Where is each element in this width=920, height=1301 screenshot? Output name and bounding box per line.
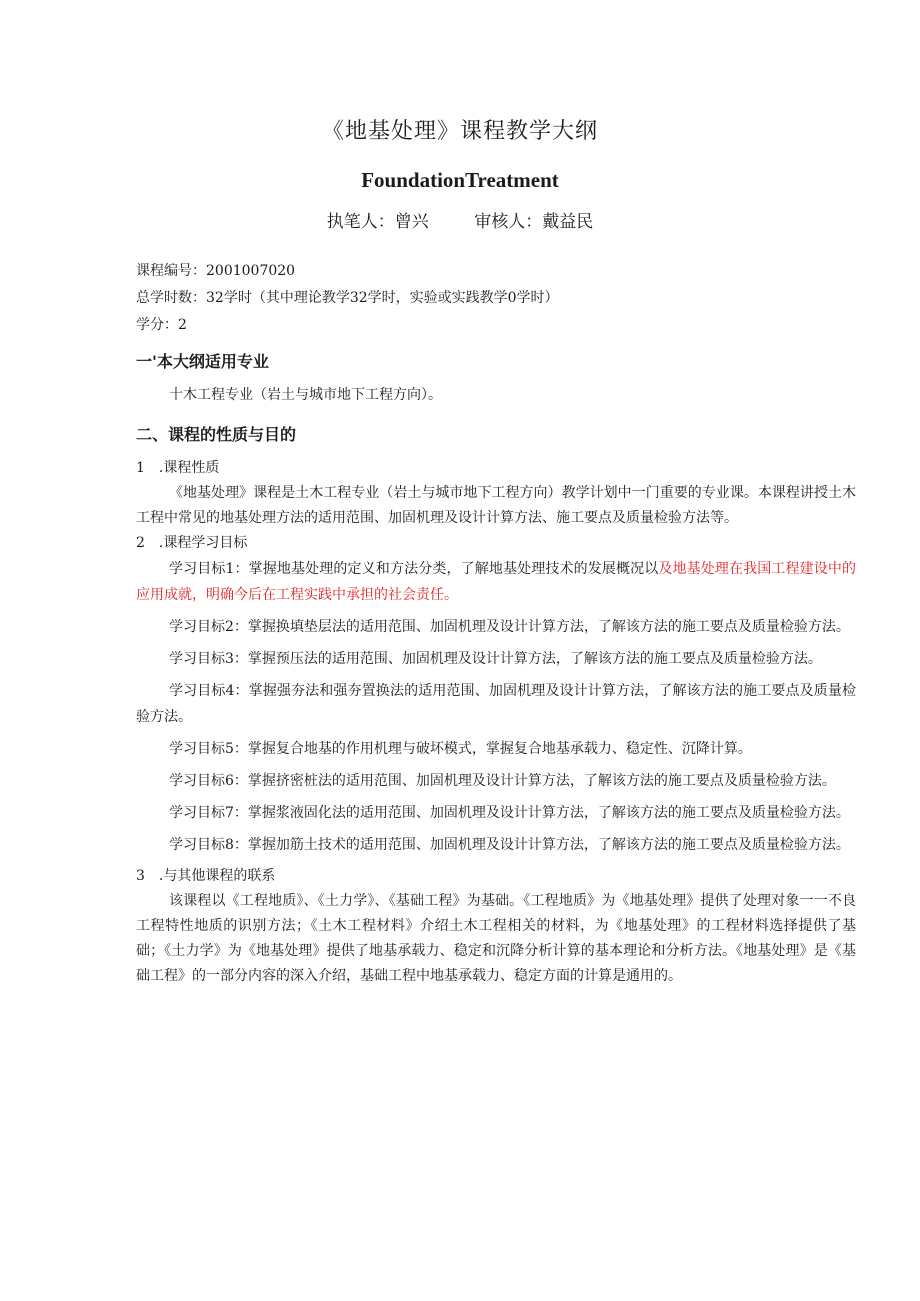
sub2-heading: 2 .课程学习目标	[136, 535, 248, 551]
section1-text: 十木工程专业（岩土与城市地下工程方向）。	[169, 387, 442, 403]
document-body	[136, 258, 856, 989]
total-hours: 总学时数：32学时（其中理论教学32学时，实验或实践教学0学时）	[136, 290, 559, 306]
sub3-text: 该课程以《工程地质》、《土力学》、《基础工程》为基础。《工程地质》为《地基处理》提供了处理对象一一不良工程特性地质的识别方法；《土木工程材料》介绍土木工程相关的材料，为《地基处理》的工程材料选择提供了基础；《土力学》为《地基处理》提供了地基承载力、稳定和沉降分析计算的基本理论和分析方法。《地基处理》是《基础工程》的一部分内容的深入介绍，基础工程中地基承载力、稳定方面的计算是通用的。	[136, 893, 856, 984]
reviewer: 审核人：戴益民	[474, 212, 594, 232]
goal-7: 学习目标7：掌握浆液固化法的适用范围、加固机理及设计计算方法，了解该方法的施工要点及质量检验方法。	[169, 805, 850, 821]
goal-1-highlight: 及地基处理在我国工程建设中的应用成就，明确今后在工程实践中承担的社会责任。	[136, 561, 857, 603]
document-title: 《地基处理》课程教学大纲	[321, 119, 598, 144]
sub1-heading: 1 .课程性质	[136, 460, 220, 476]
goal-5: 学习目标5：掌握复合地基的作用机理与破坏模式，掌握复合地基承载力、稳定性、沉降计算。	[169, 741, 752, 757]
section1-heading: 一'本大纲适用专业	[136, 352, 269, 371]
section2-heading: 二、课程的性质与目的	[136, 425, 297, 444]
goal-1	[136, 556, 856, 608]
goal-2: 学习目标2：掌握换填垫层法的适用范围、加固机理及设计计算方法，了解该方法的施工要点及质量检验方法。	[169, 619, 850, 635]
goal-1-text: 学习目标1：掌握地基处理的定义和方法分类，了解地基处理技术的发展概况以	[169, 561, 659, 577]
goal-6: 学习目标6：掌握挤密桩法的适用范围、加固机理及设计计算方法，了解该方法的施工要点及质量检验方法。	[169, 773, 836, 789]
goal-4: 学习目标4：掌握强夯法和强夯置换法的适用范围、加固机理及设计计算方法，了解该方法的施工要点及质量检验方法。	[136, 683, 856, 725]
credits: 学分：2	[136, 317, 187, 333]
goal-3: 学习目标3：掌握预压法的适用范围、加固机理及设计计算方法，了解该方法的施工要点及质量检验方法。	[169, 651, 822, 667]
authors-line	[0, 207, 920, 232]
course-code: 课程编号：2001007020	[136, 263, 296, 279]
goal-8: 学习目标8：掌握加筋土技术的适用范围、加固机理及设计计算方法，了解该方法的施工要点及质量检验方法。	[169, 837, 850, 853]
document-subtitle: FoundationTreatment	[361, 168, 559, 192]
sub1-text: 《地基处理》课程是土木工程专业（岩土与城市地下工程方向）教学计划中一门重要的专业课。本课程讲授土木工程中常见的地基处理方法的适用范围、加固机理及设计计算方法、施工要点及质量检验方法等。	[136, 485, 856, 526]
sub3-heading: 3 .与其他课程的联系	[136, 868, 276, 884]
writer: 执笔人：曾兴	[326, 212, 429, 232]
